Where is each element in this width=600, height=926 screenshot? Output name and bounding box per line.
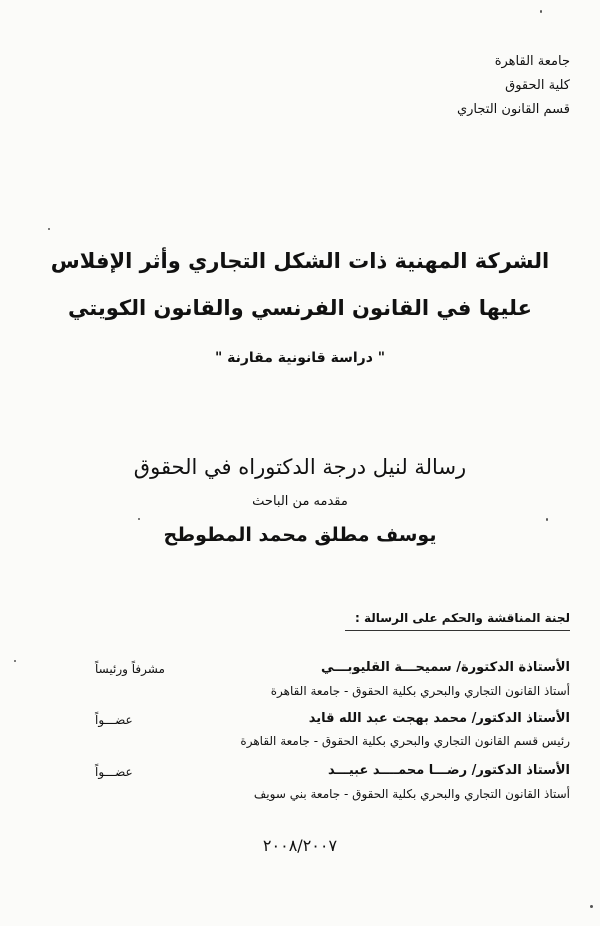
scan-speck [138, 518, 140, 520]
committee-member-2-name: الأستاذ الدكتور/ محمد بهجت عبد الله قايد [308, 711, 570, 726]
scan-speck [590, 905, 593, 908]
degree-purpose: رسالة لنيل درجة الدكتوراه في الحقوق [133, 455, 467, 479]
thesis-title-line-1: الشركة المهنية ذات الشكل التجاري وأثر الإفلاس [50, 249, 550, 273]
committee-member-1-role: أستاذ القانون التجاري والبحري بكلية الحقوق - جامعة القاهرة [270, 684, 570, 698]
scan-speck [48, 228, 50, 230]
university-name: جامعة القاهرة [494, 54, 570, 69]
committee-heading: لجنة المناقشة والحكم على الرسالة : [355, 611, 570, 625]
presented-by-label: مقدمه من الباحث [252, 494, 348, 509]
committee-member-1-name: الأستاذة الدكتورة/ سميحـــة القليوبـــي [320, 660, 570, 675]
thesis-title-line-2: عليها في القانون الفرنسي والقانون الكويتي [68, 296, 532, 320]
committee-member-3-name: الأستاذ الدكتور/ رضـــا محمــــد عبيـــد [328, 763, 570, 778]
committee-member-3-position: عضـــواً [95, 765, 133, 779]
department-name: قسم القانون التجاري [456, 102, 570, 117]
committee-member-1-position: مشرفاً ورئيساً [95, 662, 165, 676]
scan-speck [14, 660, 16, 662]
committee-member-2-role: رئيس قسم القانون التجاري والبحري بكلية الحقوق - جامعة القاهرة [240, 734, 570, 748]
author-name: يوسف مطلق محمد المطوطح [163, 524, 437, 546]
committee-member-2-position: عضـــواً [95, 713, 133, 727]
committee-heading-rule [345, 630, 570, 631]
faculty-name: كلية الحقوق [505, 78, 570, 93]
committee-member-3-role: أستاذ القانون التجاري والبحري بكلية الحقوق - جامعة بني سويف [253, 787, 570, 801]
scan-speck [540, 10, 542, 13]
thesis-subtitle: " دراسة قانونية مقارنة " [214, 350, 386, 366]
scan-speck [546, 518, 548, 521]
academic-year: ٢٠٠٨/٢٠٠٧ [262, 836, 338, 855]
